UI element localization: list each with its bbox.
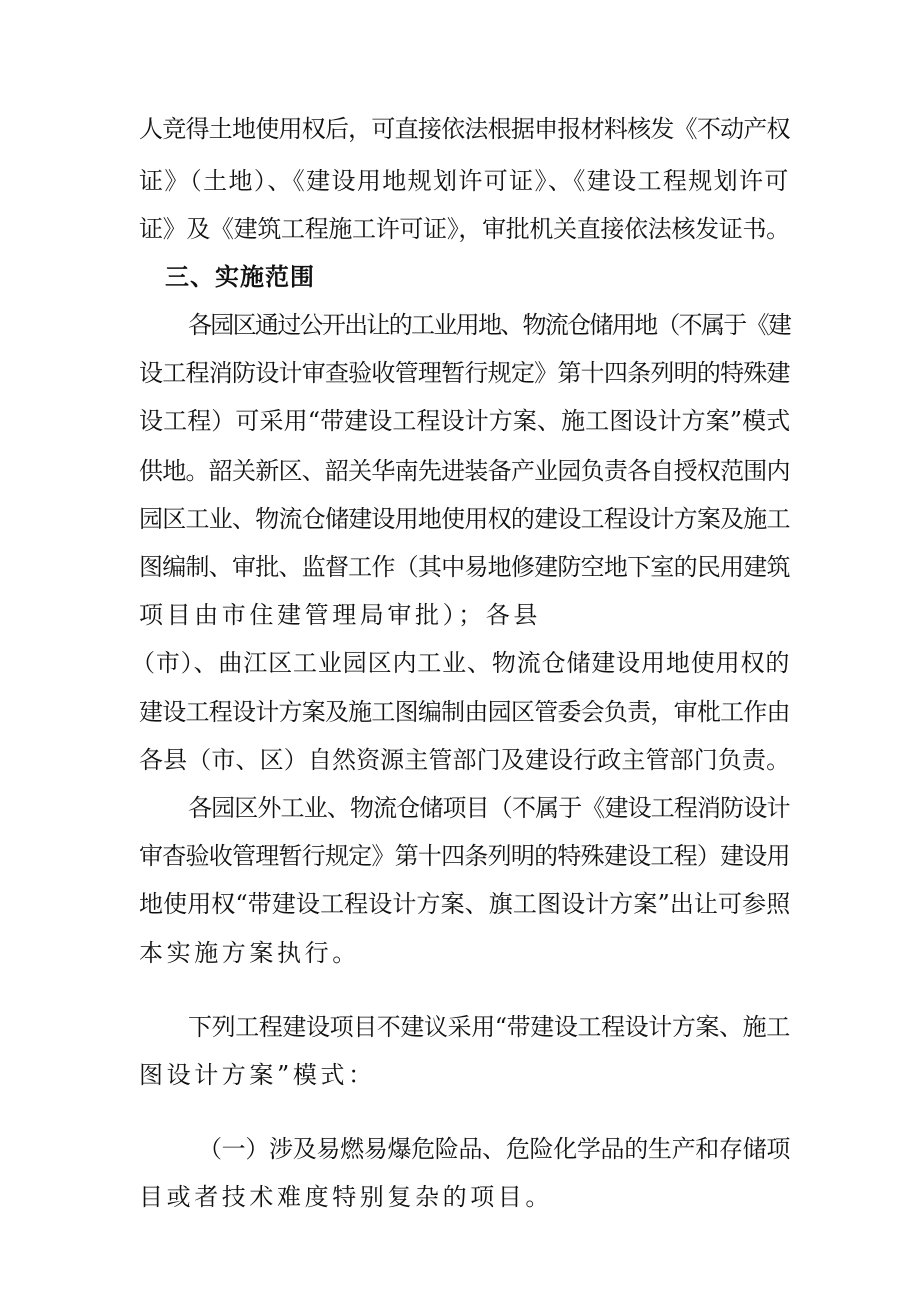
- text-line: 园区工业、物流仓储建设用地使用权的建设工程设计方案及施工: [139, 505, 790, 533]
- text-line: （市）、曲江区工业园区内工业、物流仓储建设用地使用权的: [131, 649, 791, 677]
- text-line: 建设工程设计方案及施工图编制由园区管委会负责，审枇工作由: [139, 698, 790, 726]
- text-line: 审杳验收管理暂行规定》第十四条列明的特殊建设工程）建设用: [139, 842, 790, 870]
- text-line: 人竞得土地使用权后，可直接依法根据申报材料核发《不动产权: [139, 115, 790, 143]
- text-line: 项目由市住建管理局审批）；各县: [139, 601, 541, 629]
- text-line: 设工程消防设计审查验收管理暂行规定》第十四条列明的特殊建: [139, 359, 790, 387]
- section-heading: 三、实施范围: [165, 263, 315, 291]
- list-item-text: （一）涉及易燃易爆危险品、危险化学品的生产和存储项: [198, 1135, 790, 1163]
- text-line: 本实施方案执行。: [139, 939, 360, 967]
- text-line: 地使用权“带建设工程设计方案、旗工图设计方案”出让可参照: [139, 890, 791, 918]
- text-line: 证》（土地）、《建设用地规划许可证》、《建设工程规划许可: [139, 167, 790, 195]
- text-line: 供地。韶关新区、韶关华南先进装备产业园负责各自授权范围内: [139, 457, 790, 485]
- text-line: 图编制、审批、监督工作（其中易地修建防空地下室的民用建筑: [139, 553, 790, 581]
- text-line: 各园区通过公开出让的工业用地、物流仓储用地（不属于《建: [188, 311, 791, 339]
- text-line: 各县（市、区）自然资源主管部门及建设行政主管部门负责。: [139, 746, 791, 774]
- text-line: 下列工程建设项目不建议采用“带建设工程设计方案、施工: [188, 1013, 790, 1041]
- text-line: 图设计方案”模式：: [139, 1061, 376, 1089]
- text-line: 设工程）可采用“带建设工程设计方案、施工图设计方案”模式: [139, 407, 791, 435]
- text-line: 各园区外工业、物流仓储项目（不属于《建设工程消防设计: [188, 794, 790, 822]
- list-item-text: 目或者技术难度特别复杂的项目。: [139, 1183, 553, 1211]
- text-line: 证》及《建筑工程施工许可证》，审批机关直接依法核发证书。: [139, 215, 790, 243]
